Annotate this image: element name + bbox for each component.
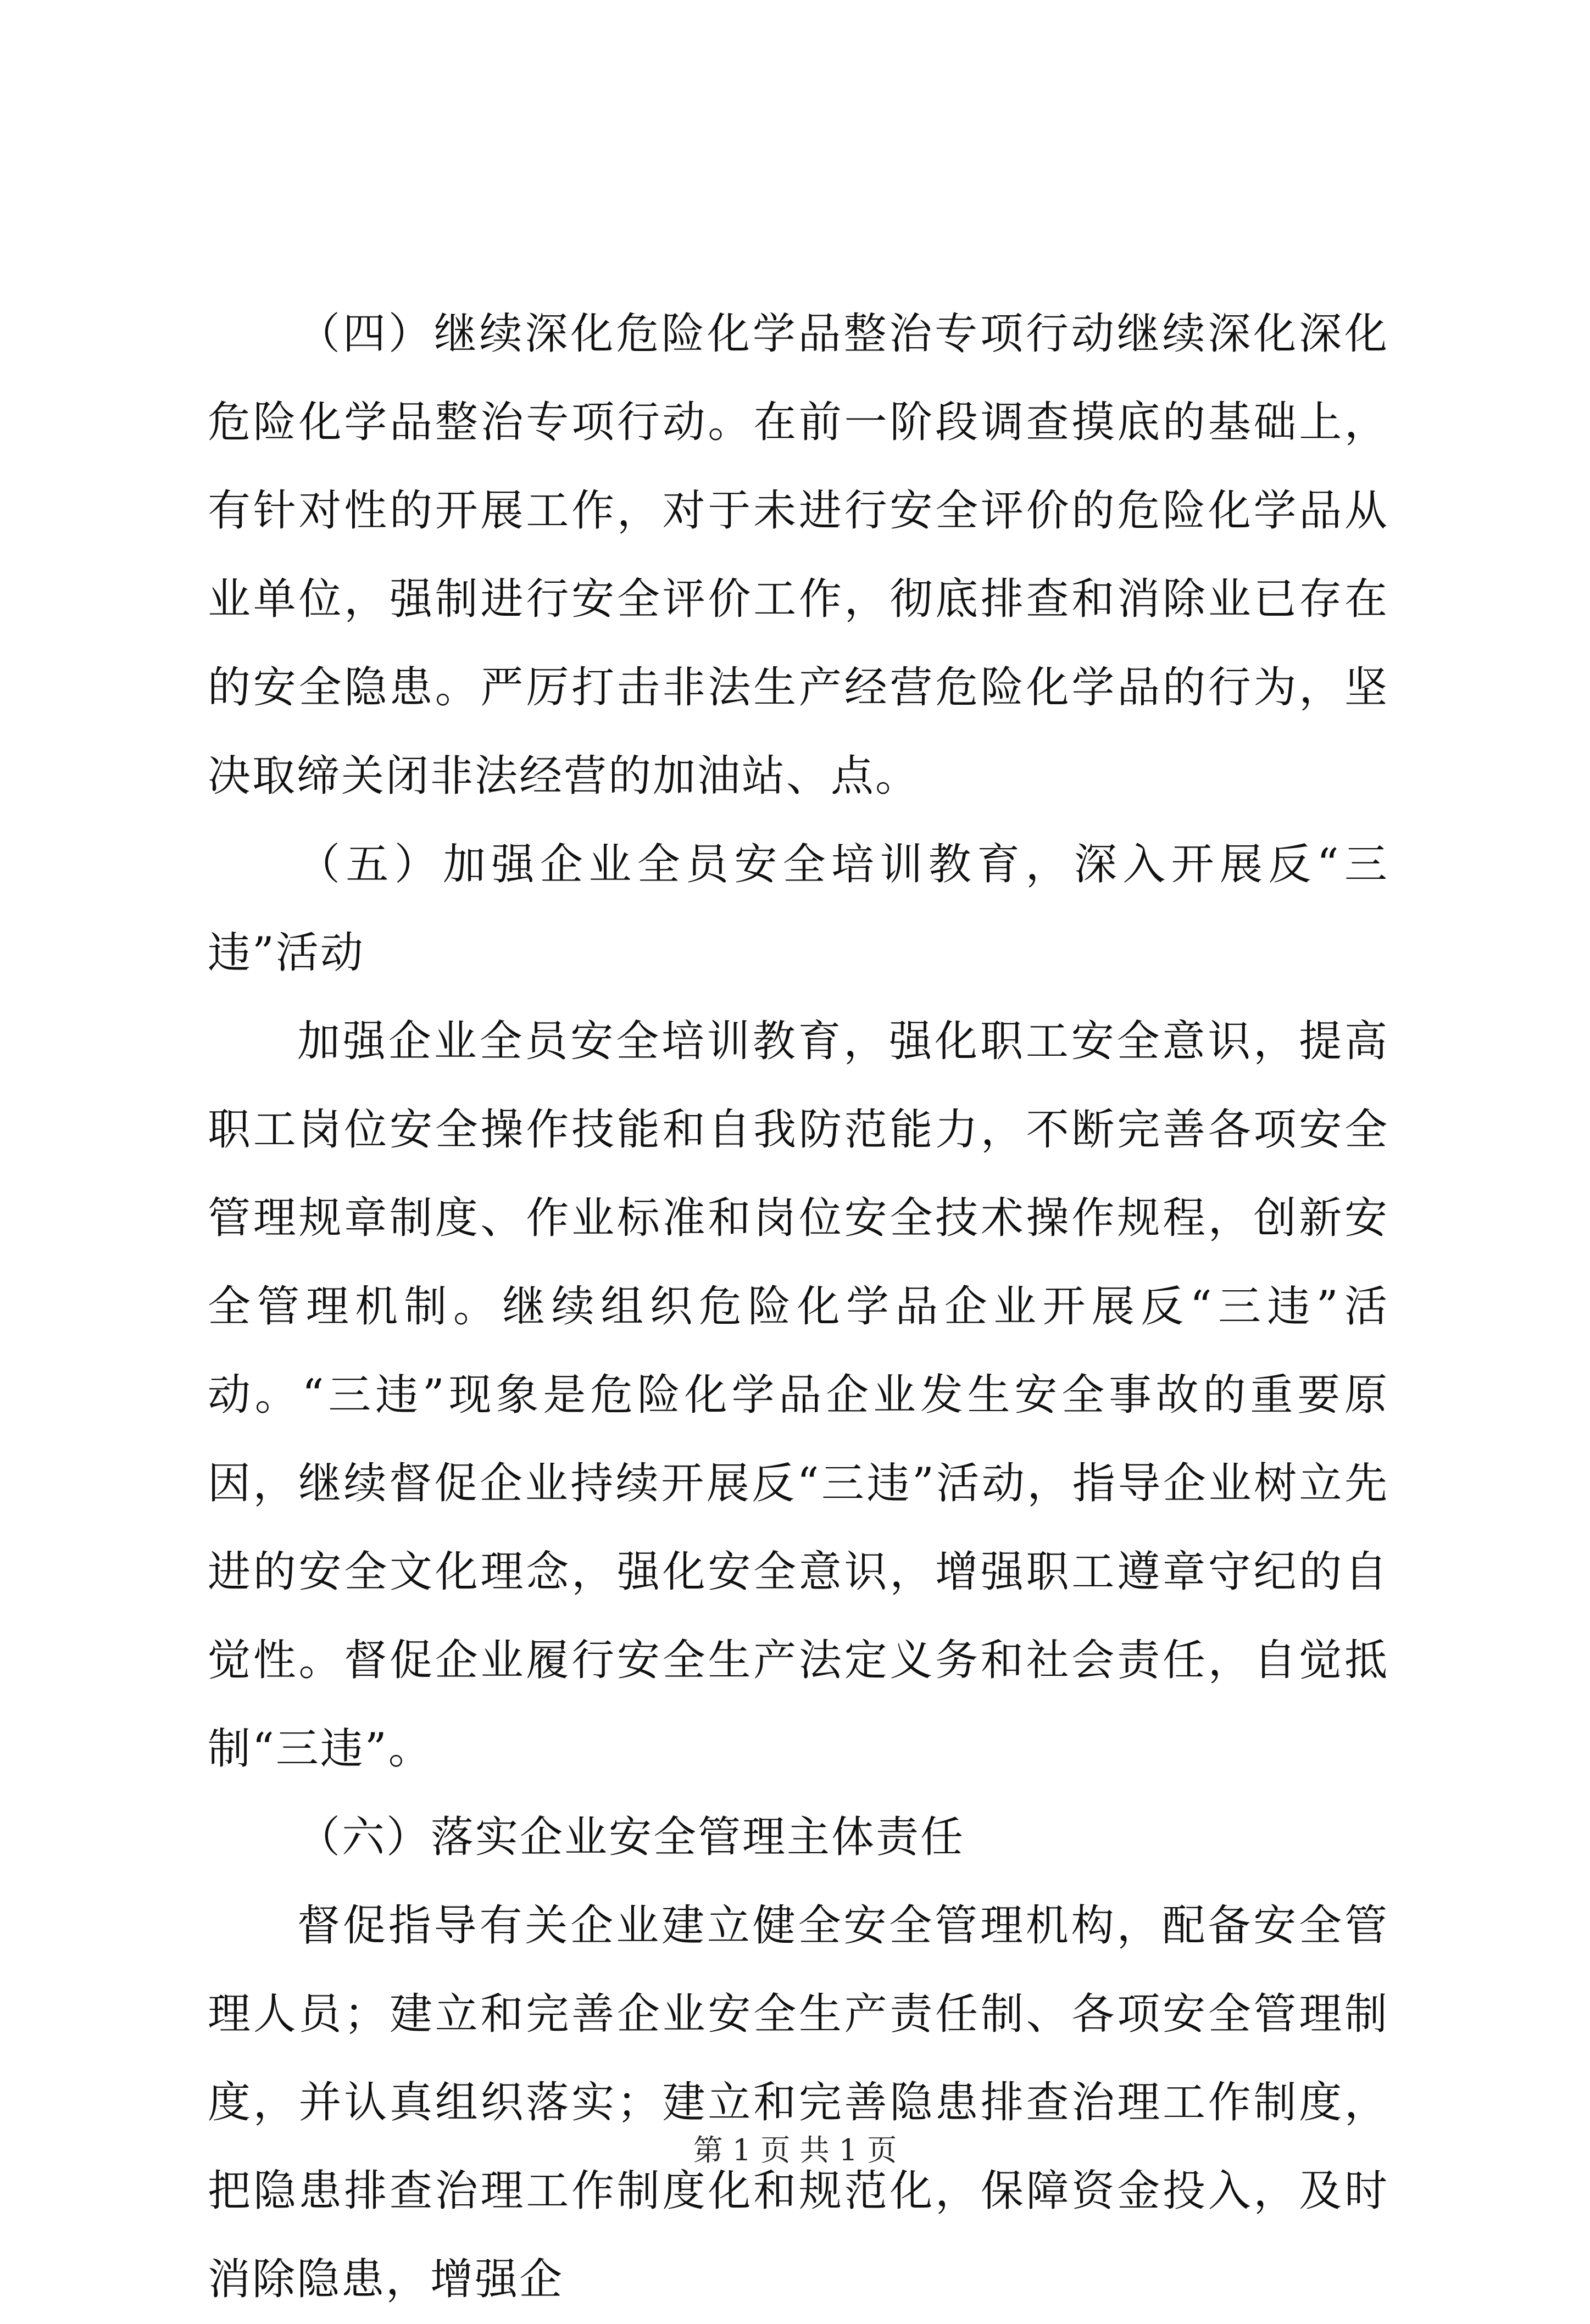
paragraph-section-6-body: 督促指导有关企业建立健全安全管理机构，配备安全管理人员；建立和完善企业安全生产责任制、各项安全管理制度，并认真组织落实；建立和完善隐患排查治理工作制度，把隐患排查治理工作制度化和规范化，保障资金投入，及时消除隐患，增强企 [208,1901,1389,2304]
paragraph-section-4: （四）继续深化危险化学品整治专项行动继续深化深化危险化学品整治专项行动。在前一阶段调查摸底的基础上，有针对性的开展工作，对于未进行安全评价的危险化学品从业单位，强制进行安全评价工作，彻底排查和消除业已存在的安全隐患。严厉打击非法生产经营危险化学品的行为，坚决取缔关闭非法经营的加油站、点。 [208,309,1389,801]
paragraph-section-5-body: 加强企业全员安全培训教育，强化职工安全意识，提高职工岗位安全操作技能和自我防范能力，不断完善各项安全管理规章制度、作业标准和岗位安全技术操作规程，创新安全管理机制。继续组织危险化学品企业开展反“三违”活动。“三违”现象是危险化学品企业发生安全事故的重要原因，继续督促企业持续开展反“三违”活动，指导企业树立先进的安全文化理念，强化安全意识，增强职工遵章守纪的自觉性。督促企业履行安全生产法定义务和社会责任，自觉抵制“三违”。 [208,1017,1389,1774]
heading-section-6: （六）落实企业安全管理主体责任 [297,1813,965,1862]
page-footer: 第 1 页 共 1 页 [693,2133,897,2167]
heading-section-5: （五）加强企业全员安全培训教育，深入开展反“三违”活动 [208,840,1389,978]
document-body [208,290,1389,2324]
